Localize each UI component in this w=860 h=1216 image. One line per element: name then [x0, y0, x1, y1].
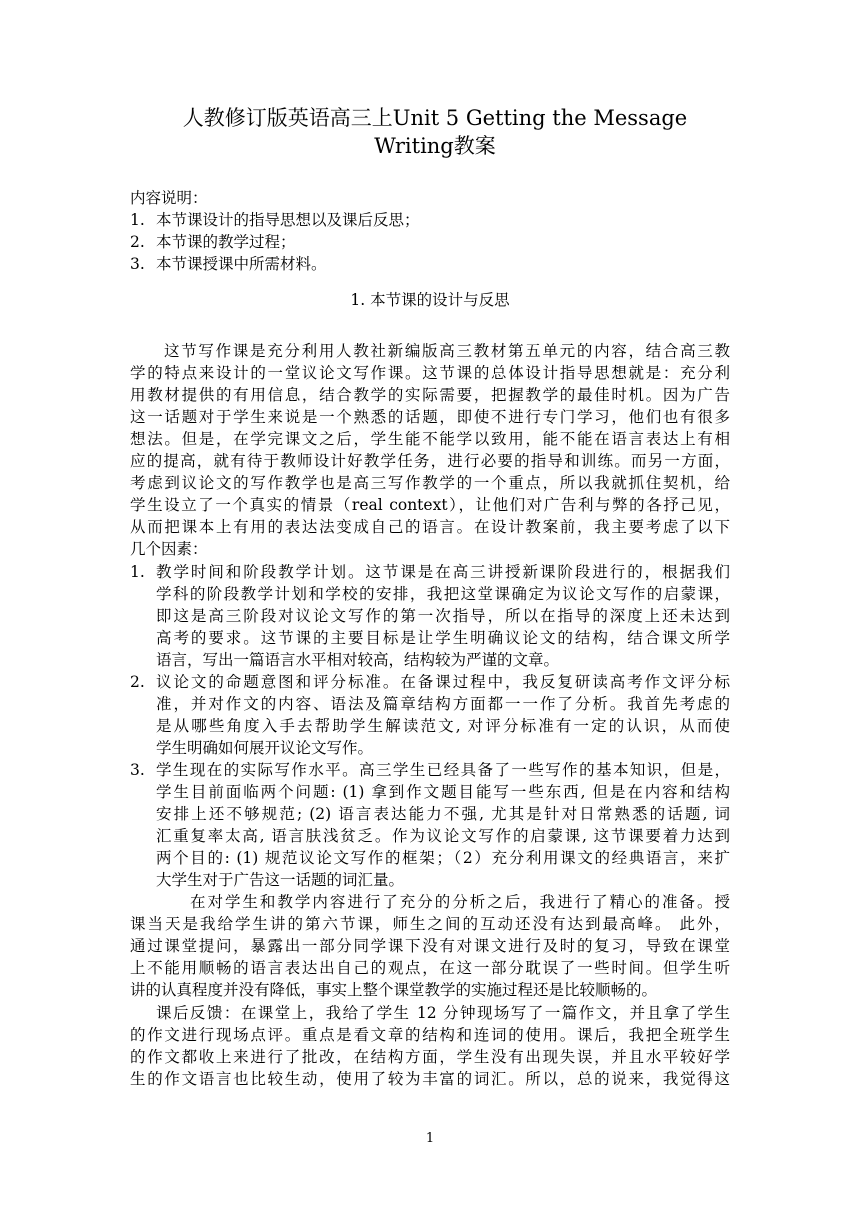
paragraph-line: 用教材提供的有用信息，结合教学的实际需要，把握教学的最佳时机。因为广告 — [130, 386, 730, 405]
paragraph-line: 课后反馈：在课堂上，我给了学生 12 分钟现场写了一篇作文，并且拿了学生 — [156, 1003, 730, 1022]
paragraph-line: 的作文进行现场点评。重点是看文章的结构和连词的使用。课后，我把全班学生 — [130, 1025, 730, 1044]
paragraph-line: 的作文都收上来进行了批改，在结构方面，学生没有出现失误，并且水平较好学 — [130, 1047, 730, 1066]
intro-heading: 内容说明： — [130, 189, 208, 207]
list-item-line: 高考的要求。这节课的主要目标是让学生明确议论文的结构，结合课文所学 — [156, 628, 730, 647]
list-item-line: 汇重复率太高, 语言肤浅贫乏。作为议论文写作的启蒙课, 这节课要着力达到 — [156, 827, 730, 846]
list-item-line: 学生目前面临两个问题: (1) 拿到作文题目能写一些东西, 但是在内容和结构 — [156, 783, 730, 801]
paragraph-line: 几个因素： — [130, 540, 208, 559]
intro-item-number: 3. — [130, 255, 145, 274]
paragraph-line: 讲的认真程度并没有降低，事实上整个课堂教学的实施过程还是比较顺畅的。 — [130, 981, 658, 1000]
paragraph-line: 应的提高，就有待于教师设计好教学任务，进行必要的指导和训练。而另一方面， — [130, 452, 730, 471]
intro-item-text: 本节课授课中所需材料。 — [156, 255, 327, 274]
list-item-line: 学科的阶段教学计划和学校的安排，我把这堂课确定为议论文写作的启蒙课， — [156, 584, 730, 603]
list-item-line: 准，并对作文的内容、语法及篇章结构方面都一一作了分析。我首先考虑的 — [156, 694, 730, 713]
list-item-line: 即这是高三阶段对议论文写作的第一次指导，所以在指导的深度上还未达到 — [156, 606, 730, 625]
paragraph-line: 这一话题对于学生来说是一个熟悉的话题，即使不进行专门学习，他们也有很多 — [130, 408, 730, 427]
paragraph-line: 在对学生和教学内容进行了充分的分析之后，我进行了精心的准备。授 — [190, 893, 730, 912]
intro-item-number: 1. — [130, 211, 145, 229]
intro-item-text: 本节课设计的指导思想以及课后反思； — [156, 211, 420, 229]
page-number: 1 — [425, 1131, 435, 1146]
document-title — [130, 104, 740, 160]
list-item-number: 2. — [130, 672, 145, 691]
paragraph-line: 上不能用顺畅的语言表达出自己的观点，在这一部分耽误了一些时间。但学生听 — [130, 959, 730, 978]
list-item-line: 两个目的: (1) 规范议论文写作的框架；（2）充分利用课文的经典语言，来扩 — [156, 849, 730, 868]
paragraph-line: 学生设立了一个真实的情景（real context），让他们对广告利与弊的各抒己见， — [130, 496, 730, 515]
list-item-line: 语言，写出一篇语言水平相对较高，结构较为严谨的文章。 — [156, 650, 560, 669]
intro-item-text: 本节课的教学过程； — [156, 233, 296, 252]
intro-item-number: 2. — [130, 233, 145, 252]
list-item-line: 学生现在的实际写作水平。高三学生已经具备了一些写作的基本知识，但是， — [156, 760, 730, 779]
title-line-2: Writing教案 — [374, 134, 496, 158]
list-item-number: 1. — [130, 562, 145, 581]
paragraph-line: 想法。但是，在学完课文之后，学生能不能学以致用，能不能在语言表达上有相 — [130, 430, 730, 449]
paragraph-line: 从而把课本上有用的表达法变成自己的语言。在设计教案前，我主要考虑了以下 — [130, 518, 730, 537]
list-item-line: 学生明确如何展开议论文写作。 — [156, 738, 374, 757]
paragraph-line: 通过课堂提问，暴露出一部分同学课下没有对课文进行及时的复习，导致在课堂 — [130, 937, 730, 956]
list-item-line: 是从哪些角度入手去帮助学生解读范文, 对评分标准有一定的认识，从而使 — [156, 716, 730, 735]
list-item-line: 安排上还不够规范; (2) 语言表达能力不强, 尤其是针对日常熟悉的话题, 词 — [156, 805, 730, 824]
list-item-line: 议论文的命题意图和评分标准。在备课过程中，我反复研读高考作文评分标 — [156, 672, 730, 691]
paragraph-line: 学的特点来设计的一堂议论文写作课。这节课的总体设计指导思想就是：充分利 — [130, 364, 730, 383]
paragraph-line: 这节写作课是充分利用人教社新编版高三教材第五单元的内容，结合高三教 — [164, 342, 730, 360]
paragraph-line: 考虑到议论文的写作教学也是高三写作教学的一个重点，所以我就抓住契机，给 — [130, 474, 730, 493]
list-item-number: 3. — [130, 760, 145, 779]
list-item-line: 教学时间和阶段教学计划。这节课是在高三讲授新课阶段进行的，根据我们 — [156, 562, 730, 581]
paragraph-line: 生的作文语言也比较生动，使用了较为丰富的词汇。所以，总的说来，我觉得这 — [130, 1069, 730, 1088]
paragraph-line: 课当天是我给学生讲的第六节课，师生之间的互动还没有达到最高峰。 此外， — [130, 915, 730, 934]
section-heading: 1. 本节课的设计与反思 — [350, 291, 510, 309]
title-line-1: 人教修订版英语高三上Unit 5 Getting the Message — [182, 106, 688, 130]
list-item-line: 大学生对于广告这一话题的词汇量。 — [156, 871, 405, 890]
